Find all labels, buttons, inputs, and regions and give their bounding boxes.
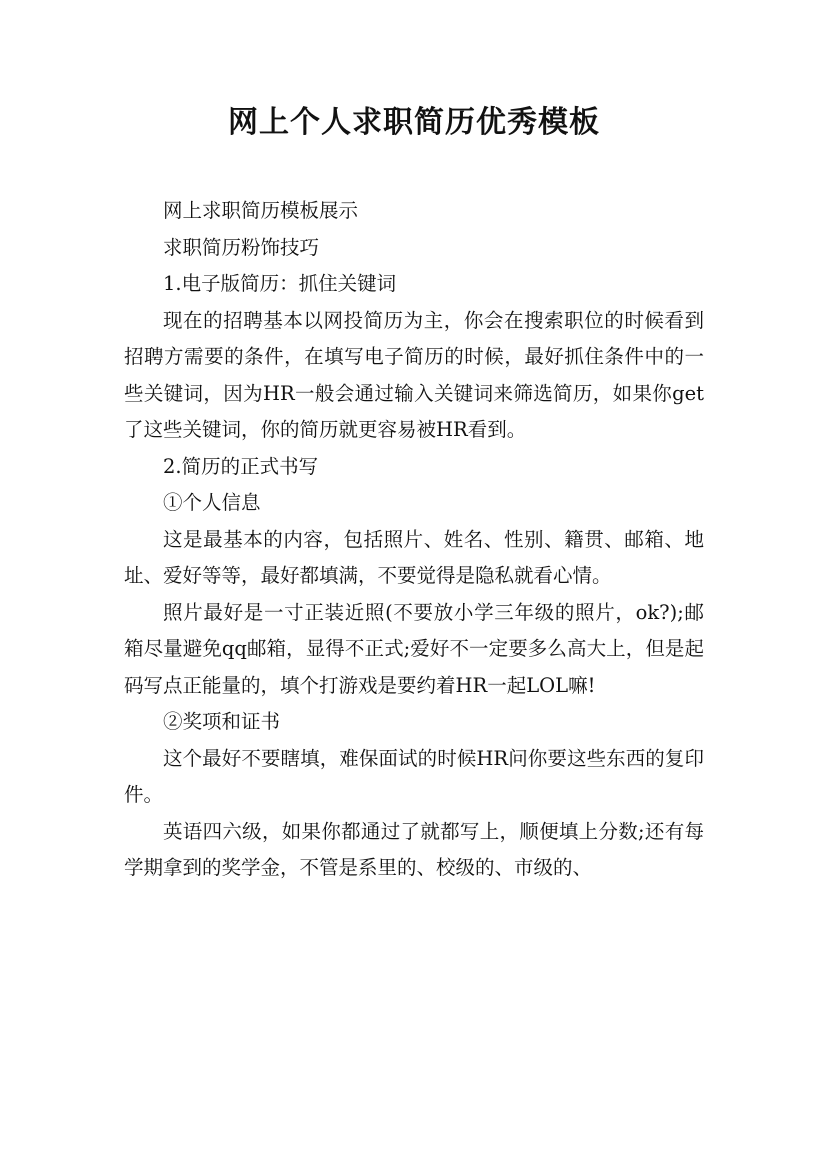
document-body [124, 193, 704, 887]
subsection-heading: ②奖项和证书 [163, 710, 281, 733]
section-heading: 2.简历的正式书写 [163, 454, 319, 478]
paragraph: 照片最好是一寸正装近照(不要放小学三年级的照片，ok?);邮箱尽量避免qq邮箱，显得不正式;爱好不一定要多么高大上，但是起码写点正能量的，填个打游戏是要约着HR一起LOL嘛! [124, 600, 704, 697]
paragraph: 网上求职简历模板展示 [163, 199, 359, 222]
paragraph: 英语四六级，如果你都通过了就都写上，顺便填上分数;还有每学期拿到的奖学金，不管是系里的、校级的、市级的、 [124, 819, 704, 879]
section-heading: 1.电子版简历：抓住关键词 [163, 272, 397, 295]
document-title: 网上个人求职简历优秀模板 [228, 105, 600, 140]
paragraph: 现在的招聘基本以网投简历为主，你会在搜索职位的时候看到招聘方需要的条件，在填写电子简历的时候，最好抓住条件中的一些关键词，因为HR一般会通过输入关键词来筛选简历，如果你get了这些关键词，你的简历就更容易被HR看到。 [124, 308, 704, 441]
subsection-heading: ①个人信息 [163, 491, 261, 514]
paragraph: 这是最基本的内容，包括照片、姓名、性别、籍贯、邮箱、地址、爱好等等，最好都填满，不要觉得是隐私就看心情。 [124, 527, 704, 587]
paragraph: 求职简历粉饰技巧 [163, 235, 320, 259]
paragraph: 这个最好不要瞎填，难保面试的时候HR问你要这些东西的复印件。 [124, 746, 704, 806]
